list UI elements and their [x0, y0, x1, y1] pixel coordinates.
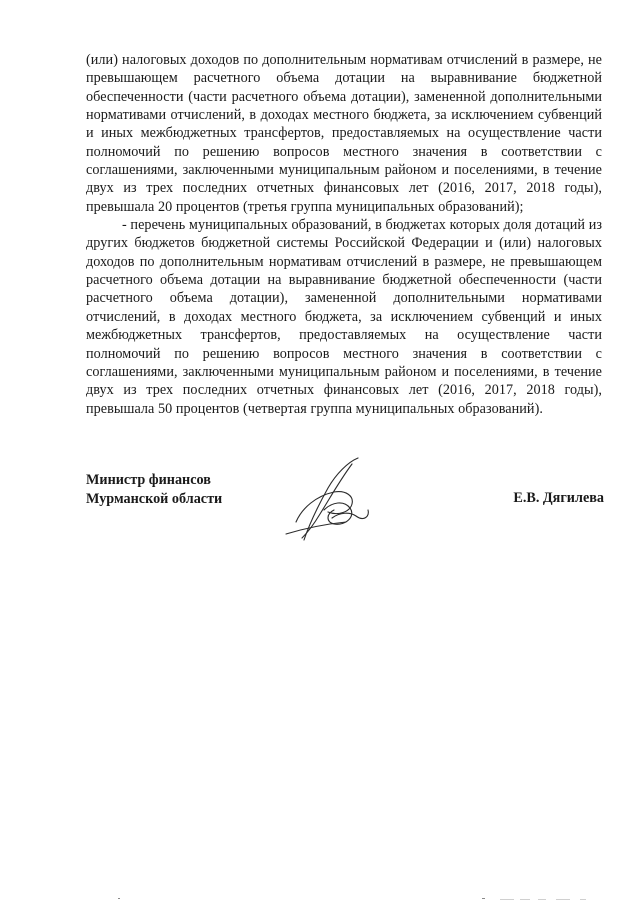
paragraph-fourth-group: - перечень муниципальных образований, в бюджетах которых доля дотаций из других бюджетов бюджетной системы Российской Федерации и (или) налоговых доходов по дополнительным нормативам отчислений в размере, не превышающем расчетного объема дотации на выравнивание бюджетной обеспеченности (части расчетного объема дотации), замененной дополнительными нормативами отчислений, в доходах местного бюджета, за исключением субвенций и иных межбюджетных трансфертов, предоставляемых на осуществление части полномочий по решению вопросов местного значения в соответствии с соглашениями, заключенными муниципальным районом и поселениями, в течение двух из трех последних отчетных финансовых лет (2016, 2017, 2018 годы), превышала 50 процентов (четвертая группа муниципальных образований).: [86, 217, 602, 417]
signatory-name: Е.В. Дягилева: [513, 490, 604, 506]
scan-artifacts: [0, 891, 640, 905]
paragraph-third-group: (или) налоговых доходов по дополнительным нормативам отчислений в размере, не превышающем расчетного объема дотации на выравнивание бюджетной обеспеченности (части расчетного объема дотации), замененной дополнительными нормативами отчислений, в доходах местного бюджета, за исключением субвенций и иных межбюджетных трансфертов, предоставляемых на осуществление части полномочий по решению вопросов местного значения в соответствии с соглашениями, заключенными муниципальным районом и поселениями, в течение двух из трех последних отчетных финансовых лет (2016, 2017, 2018 годы), превышала 20 процентов (третья группа муниципальных образований);: [86, 52, 602, 215]
signatory-title-line1: Министр финансов: [86, 472, 211, 488]
handwritten-signature: [266, 452, 386, 548]
document-body: [86, 51, 602, 418]
signatory-title: [86, 471, 222, 508]
signatory-title-line2: Мурманской области: [86, 490, 223, 507]
